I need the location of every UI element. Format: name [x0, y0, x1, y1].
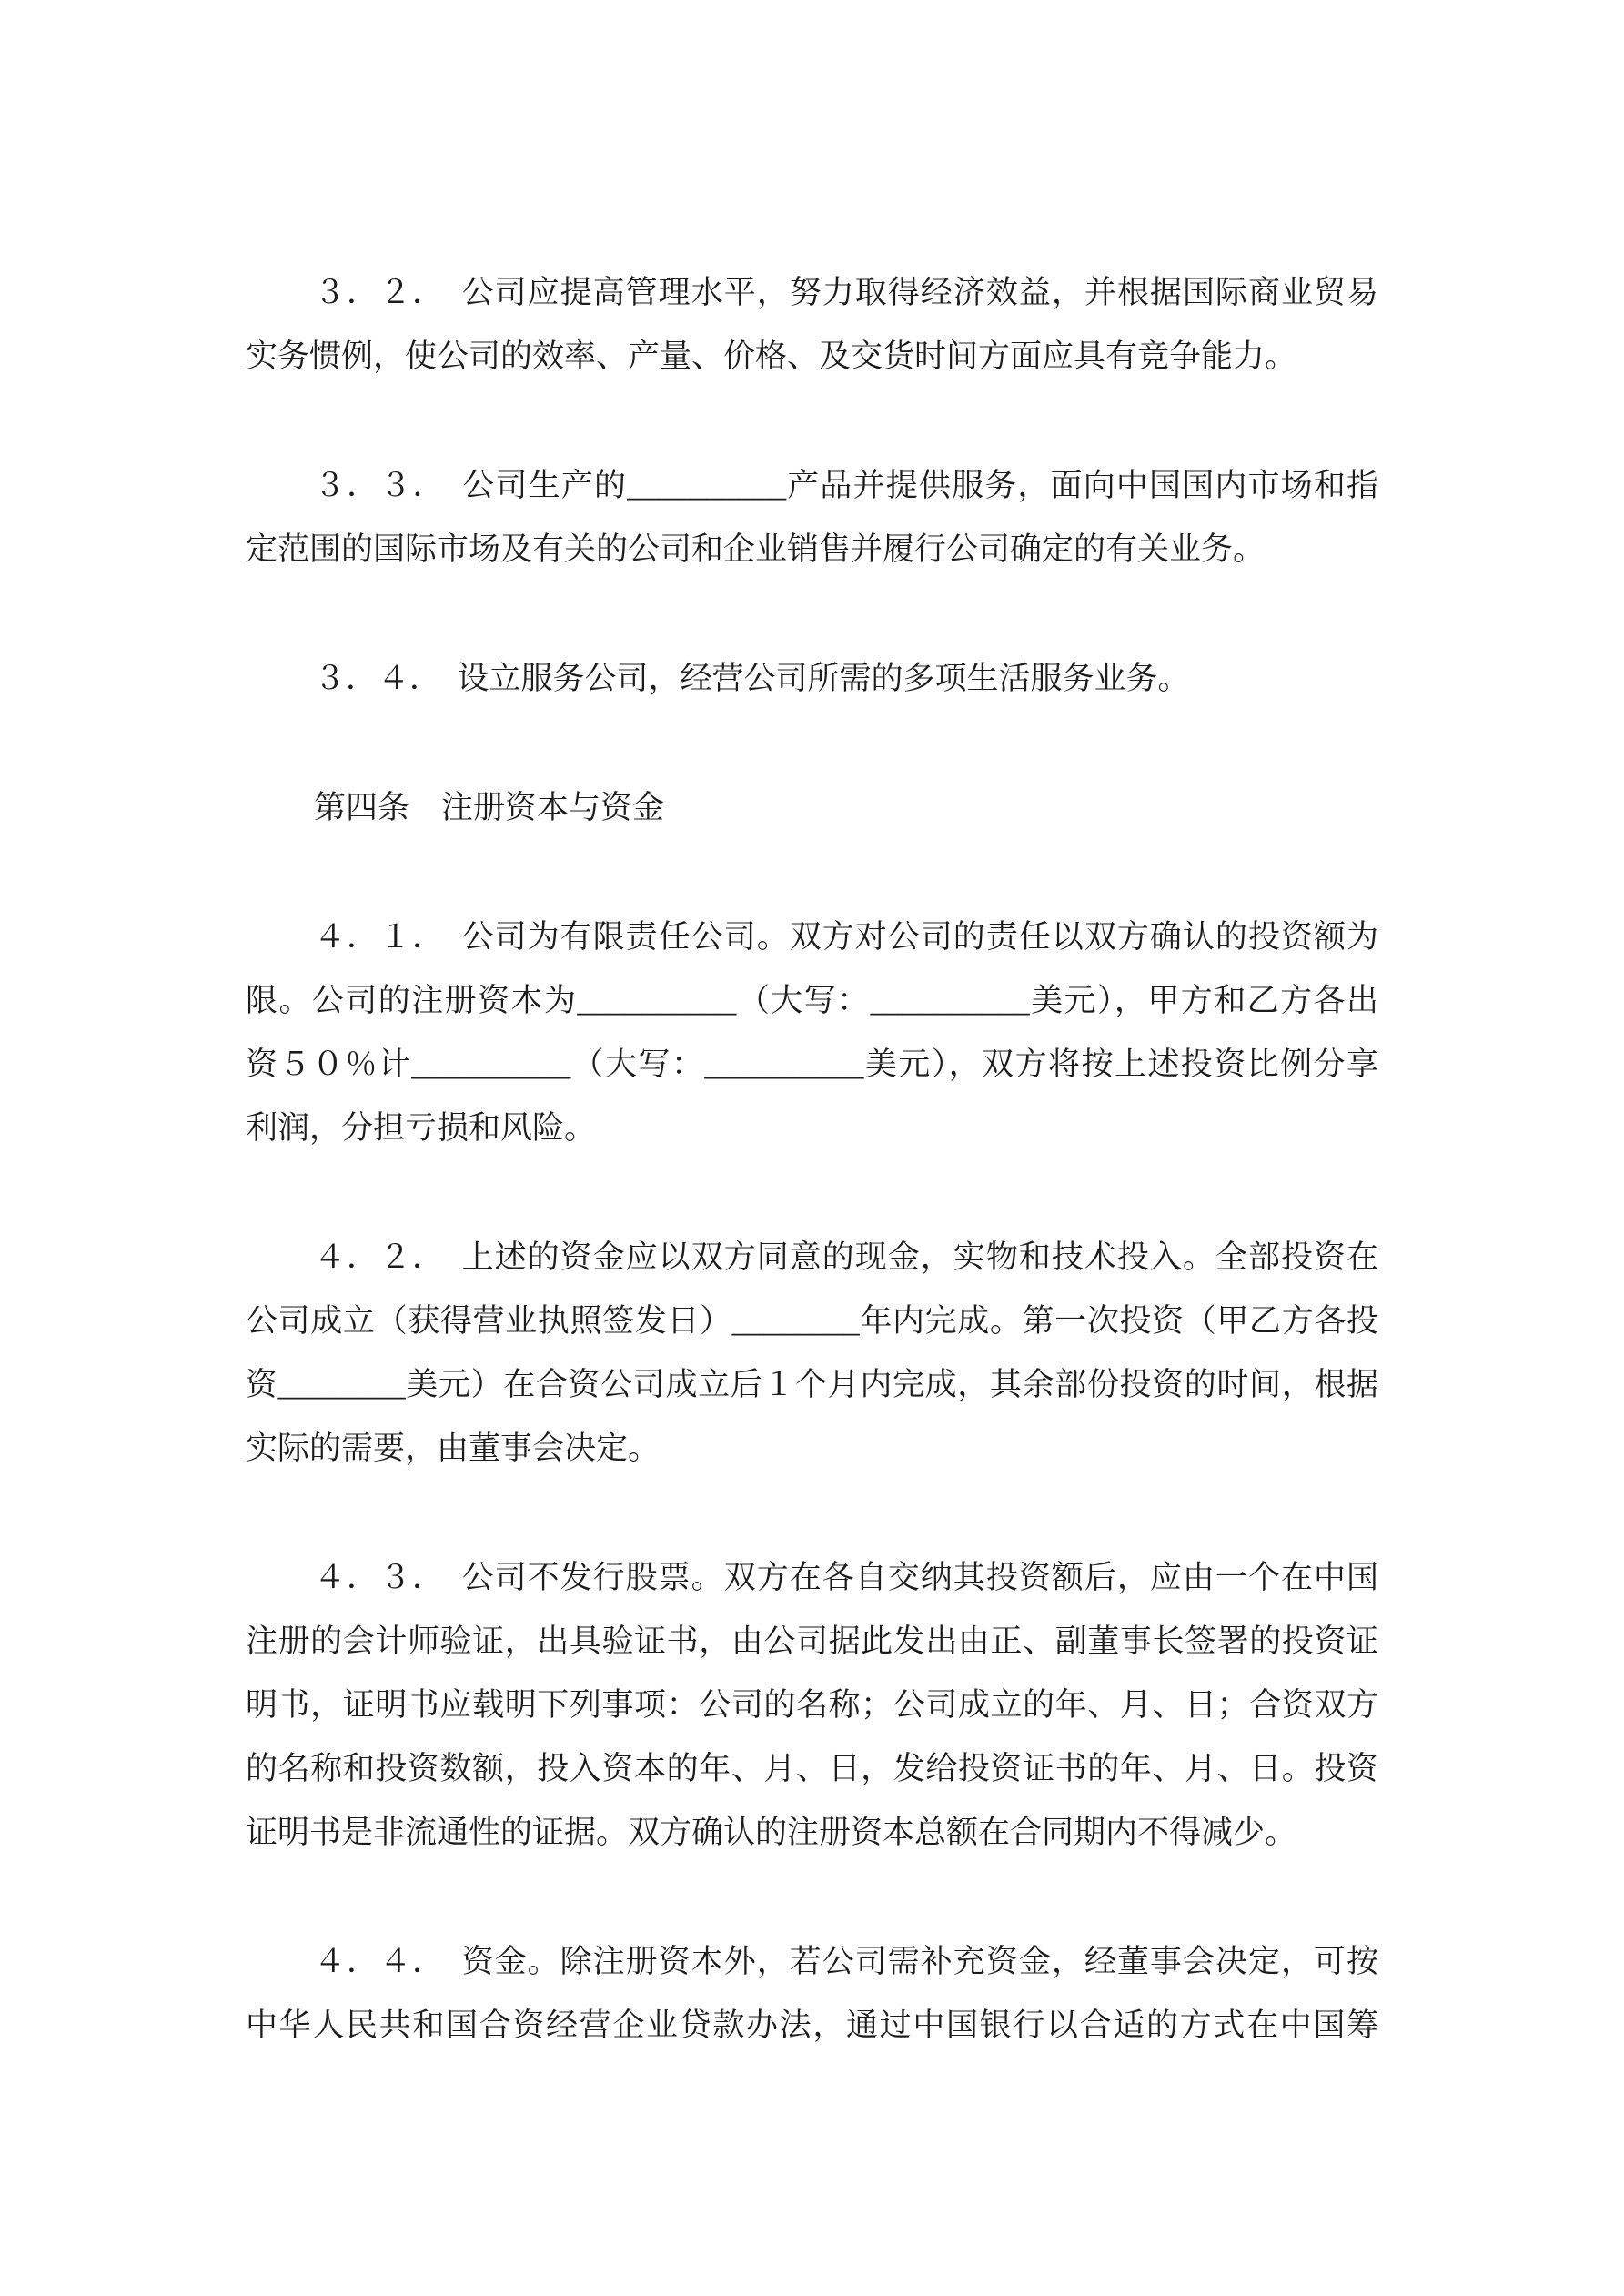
text-line: 公司成立（获得营业执照签发日）________年内完成。第一次投资（甲乙方各投 [246, 1303, 1378, 1339]
text-line: ３．４． 设立服务公司，经营公司所需的多项生活服务业务。 [314, 661, 1190, 696]
article-4-heading [246, 776, 1378, 840]
text-line: 资________美元）在合资公司成立后１个月内完成，其余部份投资的时间，根据 [246, 1367, 1378, 1402]
clause-4-1 [246, 905, 1378, 1160]
text-line: 实际的需要，由董事会决定。 [246, 1431, 661, 1466]
text-line: 定范围的国际市场及有关的公司和企业销售并履行公司确定的有关业务。 [246, 531, 1266, 567]
text-line: 明书，证明书应载明下列事项：公司的名称；公司成立的年、月、日；合资双方 [246, 1687, 1378, 1723]
text-line: ４．３． 公司不发行股票。双方在各自交纳其投资额后，应由一个在中国 [314, 1560, 1378, 1595]
clause-4-3 [246, 1546, 1378, 1865]
text-line: ３．２． 公司应提高管理水平，努力取得经济效益，并根据国际商业贸易 [314, 275, 1378, 310]
clause-3-3 [246, 454, 1378, 582]
clause-3-2 [246, 261, 1378, 389]
clause-4-4 [246, 1930, 1378, 2058]
text-line: 资５０％计__________（大写：__________美元），双方将按上述投资比例分享 [246, 1047, 1378, 1082]
text-line: 利润，分担亏损和风险。 [246, 1110, 597, 1146]
text-line: 中华人民共和国合资经营企业贷款办法，通过中国银行以合适的方式在中国筹 [246, 2008, 1378, 2043]
text-line: ４．２． 上述的资金应以双方同意的现金，实物和技术投入。全部投资在 [314, 1239, 1378, 1275]
document-body [246, 261, 1378, 2058]
text-line: 限。公司的注册资本为__________（大写：__________美元），甲方和乙方各出 [246, 983, 1378, 1018]
text-line: 实务惯例，使公司的效率、产量、价格、及交货时间方面应具有竞争能力。 [246, 339, 1297, 374]
text-line: 第四条 注册资本与资金 [314, 790, 665, 825]
clause-3-4 [246, 647, 1378, 711]
text-line: 证明书是非流通性的证据。双方确认的注册资本总额在合同期内不得减少。 [246, 1815, 1297, 1850]
clause-4-2 [246, 1226, 1378, 1481]
text-line: 的名称和投资数额，投入资本的年、月、日，发给投资证书的年、月、日。投资 [246, 1751, 1378, 1786]
text-line: 注册的会计师验证，出具验证书，由公司据此发出由正、副董事长签署的投资证 [246, 1623, 1378, 1659]
text-line: ４．１． 公司为有限责任公司。双方对公司的责任以双方确认的投资额为 [314, 919, 1378, 955]
text-line: ３．３． 公司生产的__________产品并提供服务，面向中国国内市场和指 [314, 468, 1378, 503]
text-line: ４．４． 资金。除注册资本外，若公司需补充资金，经董事会决定，可按 [314, 1944, 1378, 1979]
